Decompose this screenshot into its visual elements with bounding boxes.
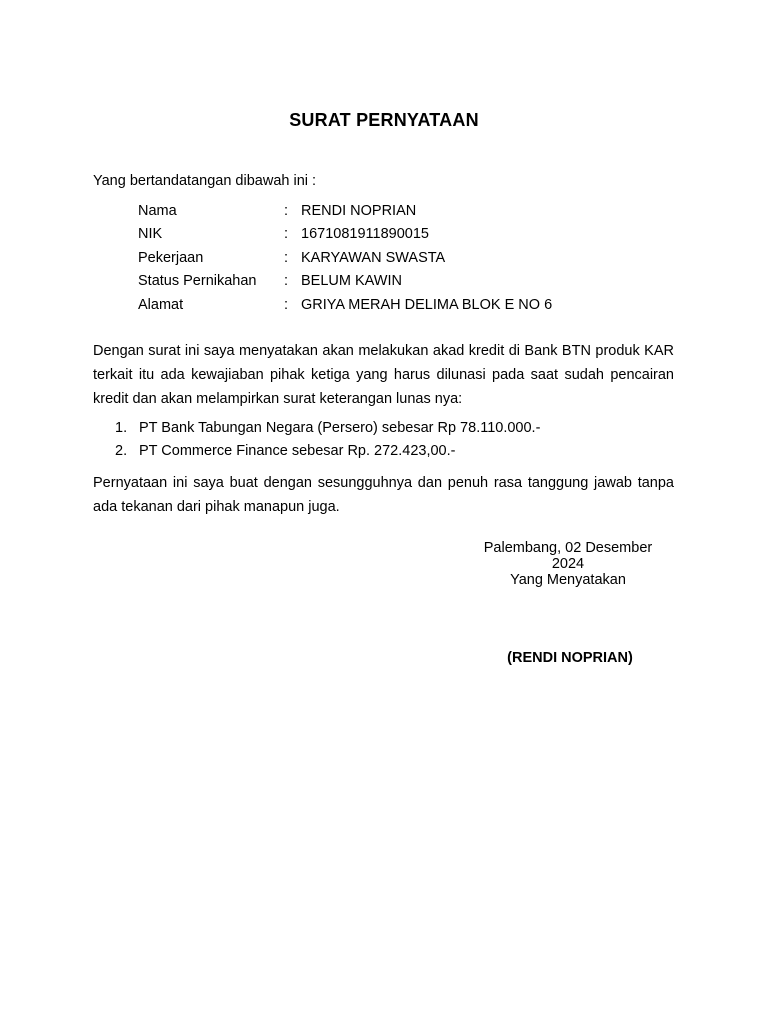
- identity-colon: :: [284, 273, 289, 290]
- signature-block: [468, 540, 668, 588]
- identity-value: BELUM KAWIN: [301, 273, 402, 290]
- list-item: [115, 418, 675, 441]
- signer-role: Yang Menyatakan: [510, 572, 626, 588]
- identity-colon: :: [284, 296, 289, 313]
- identity-row-status: [138, 272, 658, 295]
- signer-name: (RENDI NOPRIAN): [507, 650, 633, 666]
- place-date: Palembang, 02 Desember 2024: [483, 540, 653, 572]
- identity-colon: :: [284, 203, 289, 219]
- closing-paragraph: Pernyataan ini saya buat dengan sesungguhnya dan penuh rasa tanggung jawab tanpa ada tekanan dari pihak manapun juga.: [93, 475, 674, 515]
- identity-label: Pekerjaan: [138, 249, 204, 266]
- identity-row-nama: [138, 202, 658, 225]
- identity-value: KARYAWAN SWASTA: [301, 249, 446, 266]
- list-number: 1.: [115, 420, 128, 436]
- identity-label: Alamat: [138, 296, 184, 313]
- statement-paragraph: Dengan surat ini saya menyatakan akan melakukan akad kredit di Bank BTN produk KAR terkait itu ada kewajiaban pihak ketiga yang harus dilunasi pada saat sudah pencairan kredit dan akan melampirkan surat keterangan lunas nya:: [93, 343, 674, 407]
- list-number: 2.: [115, 443, 128, 459]
- identity-colon: :: [284, 226, 289, 243]
- identity-table: [138, 202, 658, 319]
- identity-row-nik: [138, 225, 658, 248]
- identity-row-pekerjaan: [138, 249, 658, 272]
- list-item: [115, 441, 675, 464]
- identity-label: NIK: [138, 226, 163, 243]
- identity-value: 1671081911890015: [301, 226, 429, 243]
- document-title: SURAT PERNYATAAN: [289, 110, 479, 130]
- identity-value: GRIYA MERAH DELIMA BLOK E NO 6: [301, 296, 553, 313]
- debt-list: [115, 418, 675, 464]
- identity-label: Status Pernikahan: [138, 273, 257, 290]
- identity-value: RENDI NOPRIAN: [301, 203, 417, 219]
- identity-label: Nama: [138, 203, 177, 219]
- list-text: PT Bank Tabungan Negara (Persero) sebesar Rp 78.110.000.-: [139, 420, 541, 436]
- identity-colon: :: [284, 249, 289, 266]
- identity-row-alamat: [138, 296, 658, 319]
- intro-line: Yang bertandatangan dibawah ini :: [93, 173, 317, 189]
- list-text: PT Commerce Finance sebesar Rp. 272.423,00.-: [139, 443, 456, 459]
